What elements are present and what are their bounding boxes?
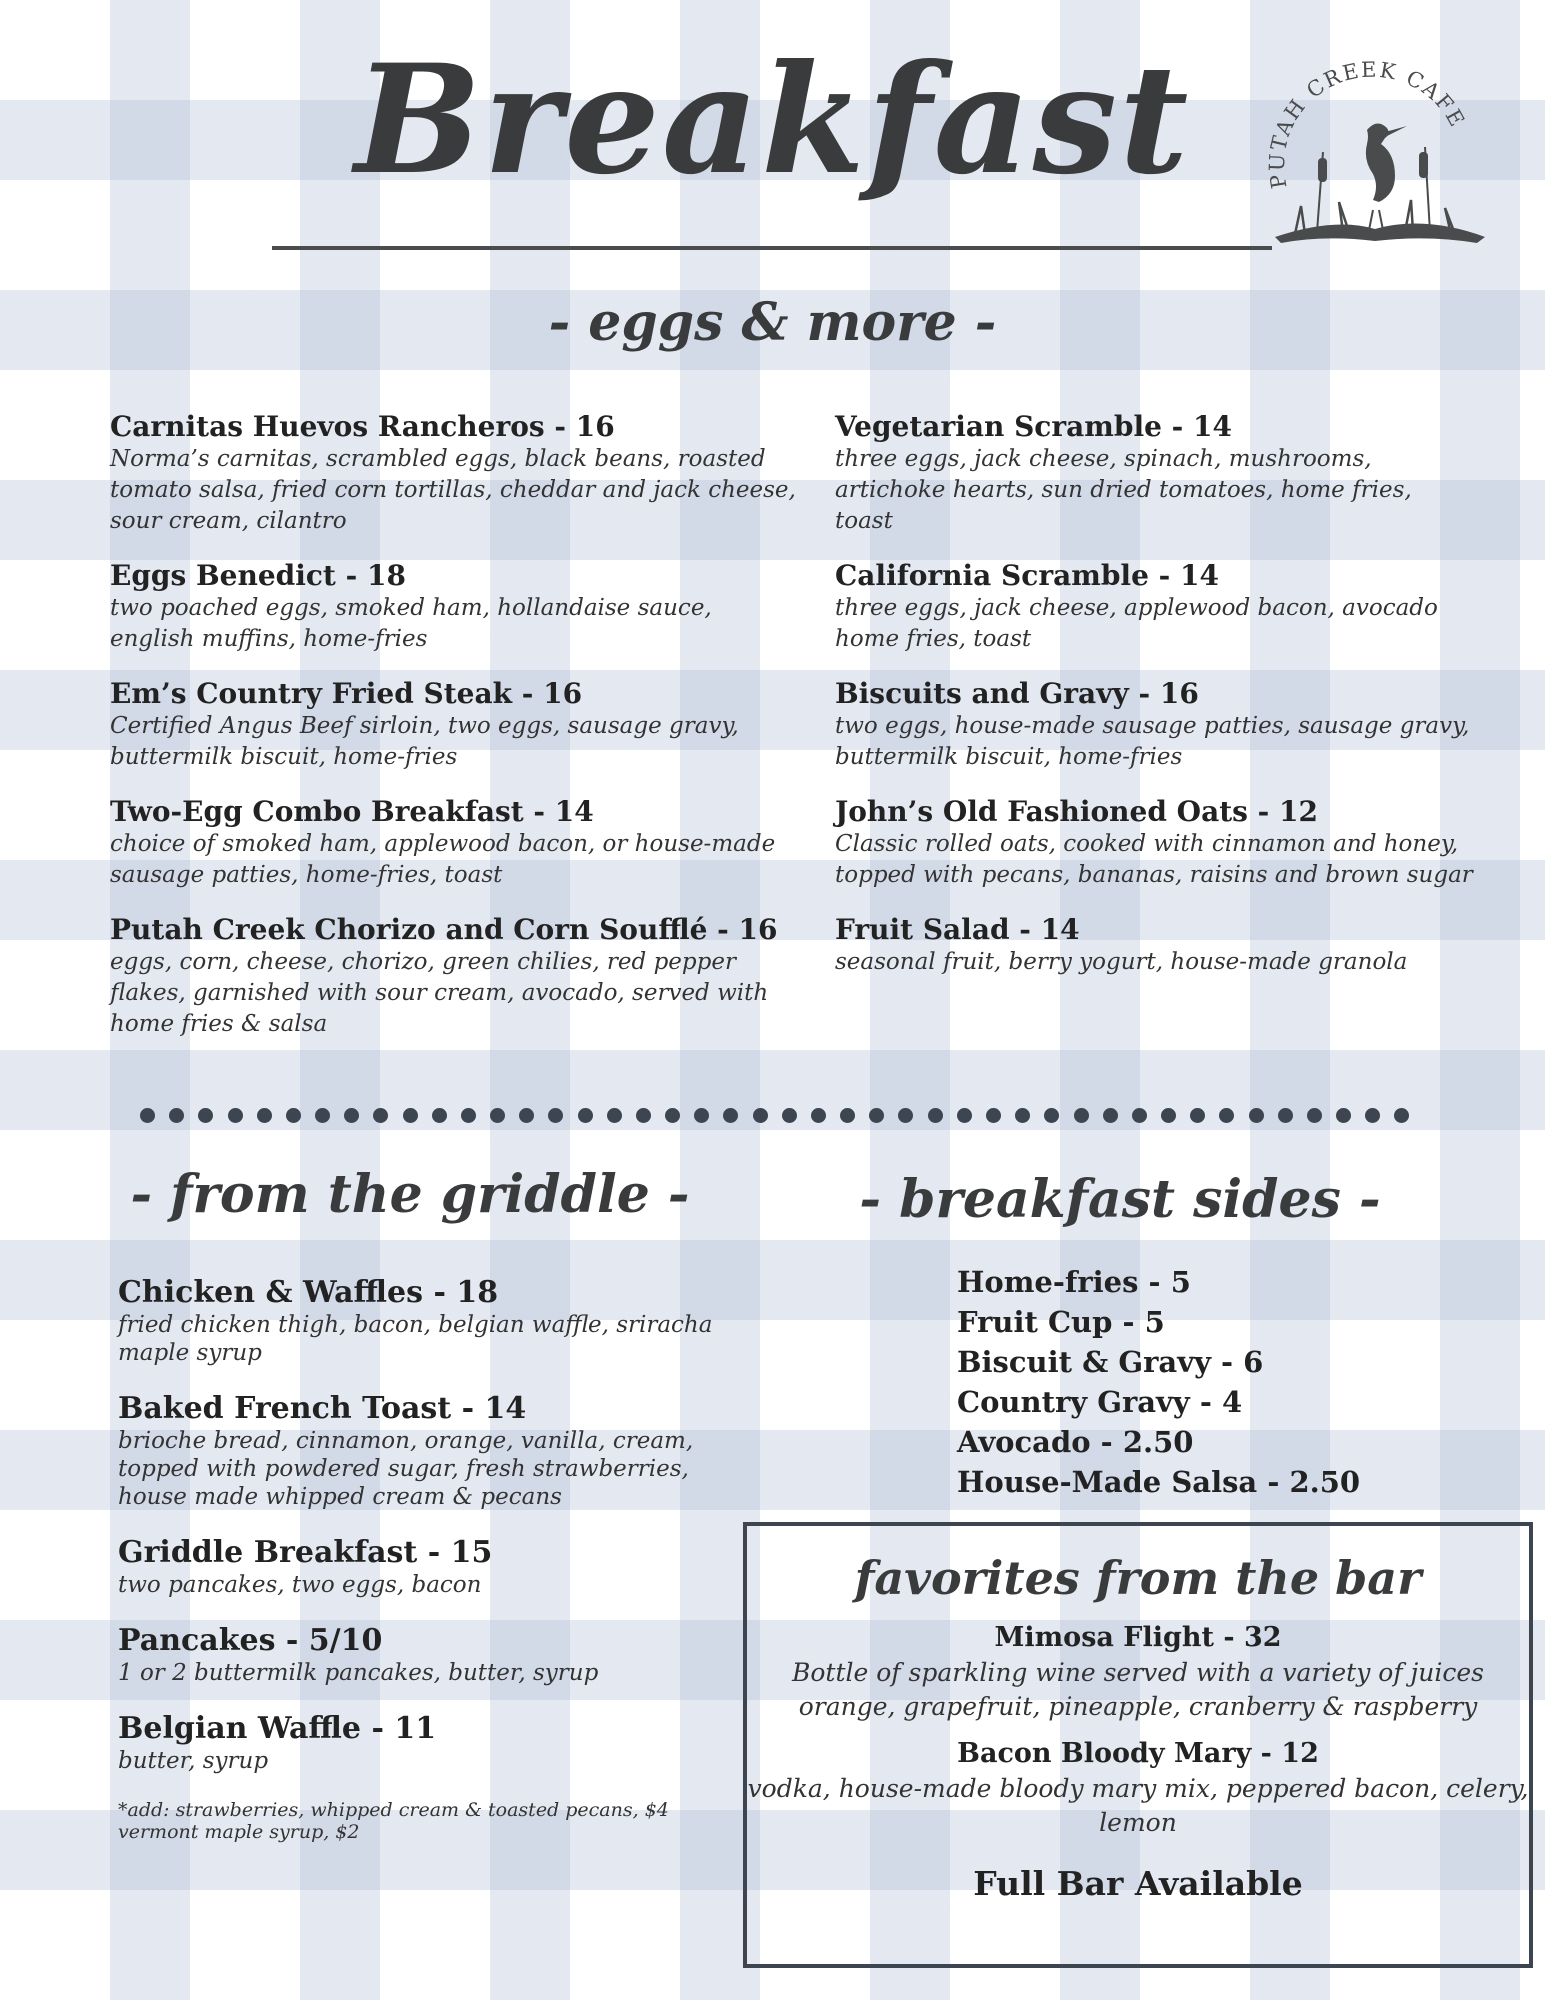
eggs-right-column — [835, 410, 1475, 1000]
item-name: Eggs Benedict - 18 — [110, 559, 406, 592]
menu-item — [118, 1275, 748, 1367]
divider-dot — [1336, 1108, 1351, 1123]
item-description: seasonal fruit, berry yogurt, house-made granola — [835, 949, 1408, 975]
divider-dot — [432, 1108, 447, 1123]
menu-item — [118, 1535, 748, 1599]
menu-item — [110, 795, 800, 891]
divider-dot — [811, 1108, 826, 1123]
menu-item — [110, 559, 800, 655]
bar-item-name: Bacon Bloody Mary - 12 — [957, 1738, 1319, 1769]
divider-dot — [723, 1108, 738, 1123]
side-item: Home-fries - 5 — [957, 1265, 1191, 1299]
item-name: Carnitas Huevos Rancheros - 16 — [110, 410, 615, 443]
divider-dot — [1365, 1108, 1380, 1123]
item-description: brioche bread, cinnamon, orange, vanilla, cream, topped with powdered sugar, fresh strawberries, house made whipped cream & pecans — [118, 1428, 694, 1510]
item-description: 1 or 2 buttermilk pancakes, butter, syrup — [118, 1660, 599, 1686]
item-name: Chicken & Waffles - 18 — [118, 1275, 499, 1310]
menu-item — [118, 1623, 748, 1687]
menu-item — [835, 913, 1475, 978]
divider-dot — [753, 1108, 768, 1123]
title-divider — [272, 246, 1272, 250]
divider-dot — [286, 1108, 301, 1123]
heron-icon — [1275, 123, 1485, 243]
divider-dot — [1161, 1108, 1176, 1123]
divider-dot — [1394, 1108, 1409, 1123]
item-name: Biscuits and Gravy - 16 — [835, 677, 1199, 710]
divider-dot — [228, 1108, 243, 1123]
item-description: two pancakes, two eggs, bacon — [118, 1572, 482, 1598]
divider-dot — [1249, 1108, 1264, 1123]
menu-item — [835, 795, 1475, 891]
divider-dot — [636, 1108, 651, 1123]
menu-item — [110, 913, 800, 1040]
item-description: eggs, corn, cheese, chorizo, green chilies, red pepper flakes, garnished with sour cream, avocado, served with home fries & salsa — [110, 949, 769, 1037]
side-item: Fruit Cup - 5 — [957, 1305, 1165, 1339]
griddle-column — [118, 1275, 748, 1843]
divider-dot — [1015, 1108, 1030, 1123]
item-description: three eggs, jack cheese, applewood bacon, avocado home fries, toast — [835, 595, 1438, 652]
item-description: fried chicken thigh, bacon, belgian waffle, sriracha maple syrup — [118, 1312, 713, 1366]
item-description: Certified Angus Beef sirloin, two eggs, sausage gravy, buttermilk biscuit, home-fries — [110, 713, 739, 770]
divider-dot — [140, 1108, 155, 1123]
divider-dot — [519, 1108, 534, 1123]
divider-dot — [1219, 1108, 1234, 1123]
item-name: John’s Old Fashioned Oats - 12 — [835, 795, 1318, 828]
divider-dot — [607, 1108, 622, 1123]
item-description: Classic rolled oats, cooked with cinnamon and honey, topped with pecans, bananas, raisins and brown sugar — [835, 831, 1473, 888]
item-name: Em’s Country Fried Steak - 16 — [110, 677, 583, 710]
divider-dot — [869, 1108, 884, 1123]
svg-text:PUTAH CREEK CAFE — [1265, 58, 1470, 191]
divider-dot — [898, 1108, 913, 1123]
divider-dot — [1132, 1108, 1147, 1123]
sides-list — [957, 1262, 1407, 1502]
item-description: two eggs, house-made sausage patties, sausage gravy, buttermilk biscuit, home-fries — [835, 713, 1470, 770]
divider-dot — [344, 1108, 359, 1123]
menu-item — [835, 559, 1475, 655]
menu-title: Breakfast — [354, 32, 1191, 208]
divider-dot — [198, 1108, 213, 1123]
divider-dot — [403, 1108, 418, 1123]
divider-dot — [1074, 1108, 1089, 1123]
bar-section-title: favorites from the bar — [854, 1551, 1422, 1605]
item-name: Fruit Salad - 14 — [835, 913, 1080, 946]
item-name: Putah Creek Chorizo and Corn Soufflé - 16 — [110, 913, 778, 946]
bar-item — [747, 1620, 1529, 1724]
divider-dot — [986, 1108, 1001, 1123]
item-description: two poached eggs, smoked ham, hollandaise sauce, english muffins, home-fries — [110, 595, 712, 652]
divider-dot — [1103, 1108, 1118, 1123]
divider-dot — [1190, 1108, 1205, 1123]
divider-dot — [315, 1108, 330, 1123]
side-item: Biscuit & Gravy - 6 — [957, 1345, 1264, 1379]
griddle-section-title: - from the griddle - — [130, 1164, 690, 1225]
divider-dot — [461, 1108, 476, 1123]
divider-dot — [373, 1108, 388, 1123]
bar-item-description: vodka, house-made bloody mary mix, peppered bacon, celery, lemon — [747, 1774, 1529, 1837]
bar-item — [747, 1736, 1529, 1840]
sides-section-title: - breakfast sides - — [859, 1169, 1381, 1230]
bar-item-name: Mimosa Flight - 32 — [994, 1622, 1282, 1653]
divider-dot — [1307, 1108, 1322, 1123]
menu-item — [835, 410, 1475, 537]
divider-dot — [169, 1108, 184, 1123]
item-name: California Scramble - 14 — [835, 559, 1219, 592]
divider-dot — [957, 1108, 972, 1123]
divider-dot — [548, 1108, 563, 1123]
logo-text: PUTAH CREEK CAFE — [1264, 57, 1470, 191]
divider-dot — [928, 1108, 943, 1123]
item-description: butter, syrup — [118, 1748, 269, 1774]
side-item: House-Made Salsa - 2.50 — [957, 1465, 1361, 1499]
eggs-section-title: - eggs & more - — [548, 292, 997, 353]
side-item: Country Gravy - 4 — [957, 1385, 1243, 1419]
item-name: Pancakes - 5/10 — [118, 1623, 383, 1658]
item-name: Two-Egg Combo Breakfast - 14 — [110, 795, 594, 828]
bar-favorites-box — [743, 1522, 1533, 1968]
item-name: Vegetarian Scramble - 14 — [835, 410, 1232, 443]
item-name: Griddle Breakfast - 15 — [118, 1535, 493, 1570]
item-name: Baked French Toast - 14 — [118, 1391, 527, 1426]
menu-item — [118, 1391, 748, 1511]
putah-creek-cafe-logo — [1255, 52, 1495, 262]
menu-item — [118, 1711, 748, 1775]
menu-item — [835, 677, 1475, 773]
divider-dot — [578, 1108, 593, 1123]
divider-dot — [665, 1108, 680, 1123]
divider-dot — [257, 1108, 272, 1123]
bar-item-description: Bottle of sparkling wine served with a variety of juices orange, grapefruit, pineapple, cranberry & raspberry — [791, 1658, 1485, 1721]
side-item: Avocado - 2.50 — [957, 1425, 1194, 1459]
divider-dot — [840, 1108, 855, 1123]
item-description: choice of smoked ham, applewood bacon, or house-made sausage patties, home-fries, toast — [110, 831, 776, 888]
item-description: Norma’s carnitas, scrambled eggs, black beans, roasted tomato salsa, fried corn tortillas, cheddar and jack cheese, sour cream, cilantro — [110, 446, 796, 534]
menu-item — [110, 410, 800, 537]
item-description: three eggs, jack cheese, spinach, mushrooms, artichoke hearts, sun dried tomatoes, home fries, toast — [835, 446, 1412, 534]
full-bar-note: Full Bar Available — [973, 1864, 1303, 1903]
divider-dot — [694, 1108, 709, 1123]
menu-item — [110, 677, 800, 773]
divider-dot — [490, 1108, 505, 1123]
eggs-left-column — [110, 410, 800, 1062]
item-name: Belgian Waffle - 11 — [118, 1711, 437, 1746]
divider-dot — [1044, 1108, 1059, 1123]
divider-dot — [782, 1108, 797, 1123]
dotted-divider — [140, 1105, 1410, 1125]
divider-dot — [1278, 1108, 1293, 1123]
add-ons-note: *add: strawberries, whipped cream & toasted pecans, $4 vermont maple syrup, $2 — [118, 1799, 669, 1843]
